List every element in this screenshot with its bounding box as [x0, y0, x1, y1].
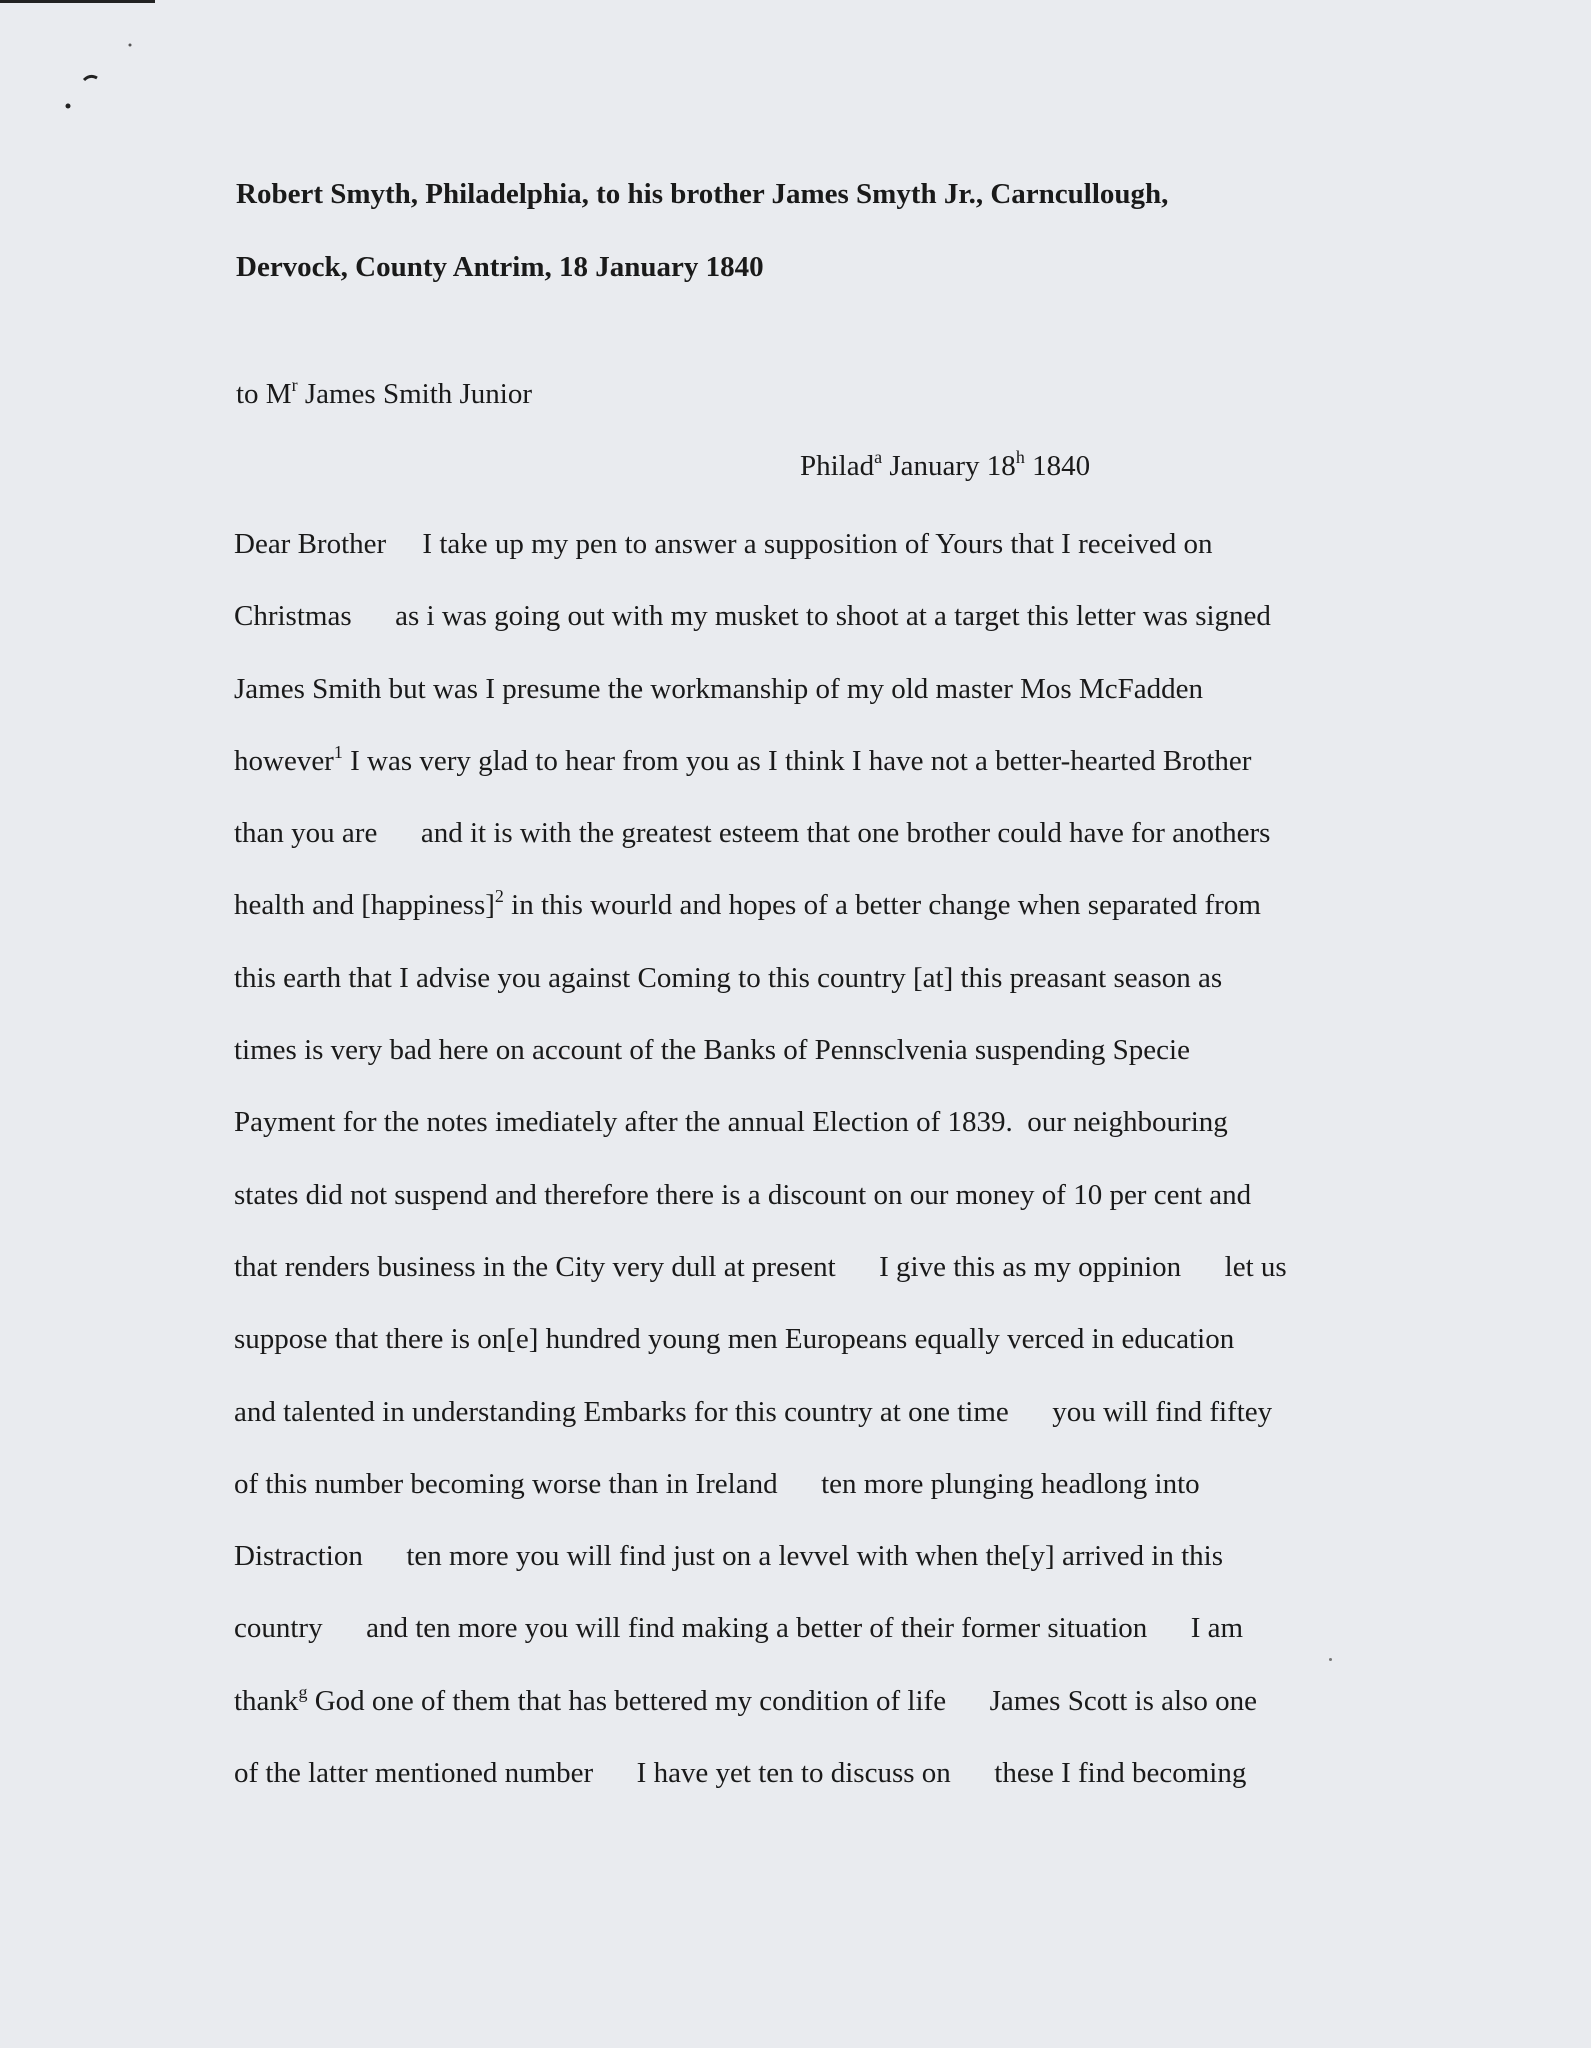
addressee-name: James Smith Junior: [297, 378, 533, 410]
body-text: God one of them that has bettered my condition of life James Scott is also one: [307, 1684, 1257, 1717]
heading-line-1: Robert Smyth, Philadelphia, to his brother James Smyth Jr., Carncullough,: [236, 178, 1169, 210]
letter-heading: [236, 158, 1386, 304]
footnote-marker: 1: [333, 741, 343, 762]
body-line: this earth that I advise you against Coming to this country [at] this preasant season as: [234, 961, 1223, 994]
ink-speck: [1329, 1658, 1332, 1661]
body-line: [234, 869, 1394, 941]
body-line: [234, 1665, 1394, 1737]
body-line: country and ten more you will find making a better of their former situation I am: [234, 1612, 1244, 1645]
body-line: than you are and it is with the greatest esteem that one brother could have for anothers: [234, 817, 1271, 850]
body-line: Dear Brother I take up my pen to answer a supposition of Yours that I received on: [234, 528, 1213, 560]
addressee-prefix: to M: [236, 378, 292, 410]
letter-body: [234, 508, 1394, 1809]
body-line: suppose that there is on[e] hundred young men Europeans equally verced in education: [234, 1323, 1235, 1356]
scan-edge-line: [0, 0, 155, 3]
body-line: Payment for the notes imediately after the annual Election of 1839. our neighbouring: [234, 1106, 1228, 1139]
body-text: however: [234, 744, 334, 777]
footnote-marker: 2: [494, 886, 504, 907]
body-line: that renders business in the City very dull at present I give this as my oppinion let us: [234, 1250, 1287, 1283]
body-text: health and [happiness]: [234, 889, 495, 922]
addressee-line: [236, 375, 533, 411]
body-text: thank: [234, 1684, 299, 1717]
date-place: Philad: [800, 450, 875, 482]
body-line: Christmas as i was going out with my musket to shoot at a target this letter was signed: [234, 600, 1271, 633]
body-line: James Smith but was I presume the workmanship of my old master Mos McFadden: [234, 672, 1203, 705]
superscript-abbreviation: g: [298, 1681, 308, 1702]
date-place-superscript: a: [874, 447, 883, 467]
date-line: [800, 447, 1091, 483]
body-text: in this wourld and hopes of a better change when separated from: [503, 889, 1261, 922]
body-line: times is very bad here on account of the Banks of Pennsclvenia suspending Specie: [234, 1034, 1190, 1067]
heading-line-2: Dervock, County Antrim, 18 January 1840: [236, 251, 764, 283]
date-month-day: January 18: [882, 450, 1016, 482]
date-day-superscript: h: [1015, 447, 1025, 467]
body-line: states did not suspend and therefore there is a discount on our money of 10 per cent and: [234, 1178, 1252, 1211]
body-text: I was very glad to hear from you as I think I have not a better-hearted Brother: [342, 744, 1252, 777]
body-line: of the latter mentioned number I have yet ten to discuss on these I find becoming: [234, 1757, 1247, 1790]
addressee-superscript: r: [291, 375, 298, 395]
body-line: and talented in understanding Embarks for this country at one time you will find fiftey: [234, 1395, 1273, 1428]
body-line: Distraction ten more you will find just on a levvel with when the[y] arrived in this: [234, 1540, 1224, 1573]
ink-specks: [62, 40, 142, 120]
date-year: 1840: [1024, 450, 1091, 482]
body-line: of this number becoming worse than in Ireland ten more plunging headlong into: [234, 1467, 1200, 1500]
body-line: [234, 725, 1394, 797]
